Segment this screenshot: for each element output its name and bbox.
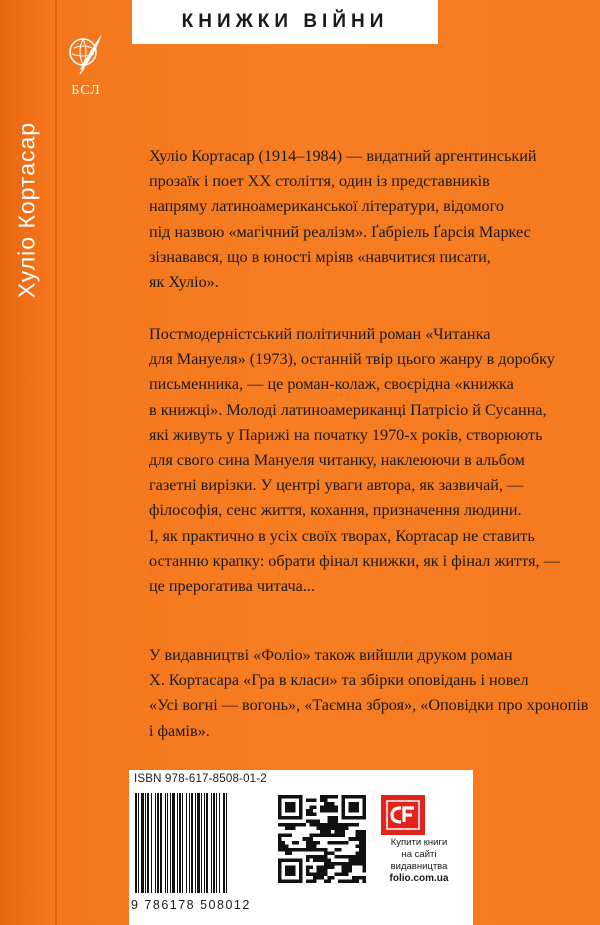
buy-line-1: Купити книги — [390, 837, 448, 848]
buy-info — [372, 837, 466, 885]
description-paragraph-2 — [149, 322, 569, 599]
text-line: письменника, — це роман-колаж, своєрідна «книжка — [149, 375, 514, 394]
buy-line-3: видавництва — [390, 861, 448, 872]
spine-divider — [55, 0, 57, 925]
barcode-icon — [133, 793, 273, 893]
text-line: зізнавався, що в юності мріяв «навчитися писати, — [149, 247, 491, 266]
text-line: Постмодерністський політичний роман «Читанка — [149, 325, 491, 343]
text-line: І, як практично в усіх своїх творах, Кортасар не ставить — [149, 526, 535, 545]
text-line: газетні вирізки. У центрі уваги автора, як зазвичай, — — [149, 476, 524, 495]
text-line: «Усі вогні — вогонь», «Таємна зброя», «Оповідки про хронопів — [149, 696, 589, 715]
text-line: Х. Кортасара «Гра в класи» та збірки оповідань і новел — [149, 671, 529, 690]
folio-site-link[interactable]: folio.com.ua — [389, 873, 449, 884]
spine-author-text: Хуліо Кортасар — [13, 121, 40, 299]
qr-code-icon[interactable] — [278, 795, 366, 883]
folio-logo-icon — [381, 795, 425, 835]
text-line: Хуліо Кортасар (1914–1984) — видатний аргентинський — [149, 147, 537, 165]
text-line: в книжці». Молоді латиноамериканці Патрісіо й Сусанна, — [149, 400, 547, 419]
text-line: які живуть у Парижі на початку 1970-х років, створюють — [149, 425, 543, 444]
text-line: У видавництві «Фоліо» також вийшли друком роман — [149, 646, 513, 664]
text-line: прозаїк і поет XX століття, один із представників — [149, 172, 490, 191]
series-title: КНИЖКИ ВІЙНИ — [181, 11, 389, 32]
publisher-logo-text: БСЛ — [71, 83, 101, 98]
description-paragraph-3 — [149, 643, 589, 744]
spine-author — [0, 110, 55, 310]
text-line: напряму латиноамериканської літератури, відомого — [149, 197, 504, 216]
text-line: під назвою «магічний реалізм». Ґабріель Ґарсія Маркес — [149, 222, 531, 241]
buy-line-2: на сайті — [401, 849, 437, 860]
text-line: як Хуліо». — [149, 273, 219, 292]
barcode-number: 9 786178 508012 — [131, 898, 251, 912]
description-paragraph-1 — [149, 144, 569, 295]
text-line: для свого сина Мануеля читанку, наклеюючи в альбом — [149, 451, 525, 470]
publisher-logo-icon — [66, 30, 104, 80]
text-line: для Мануеля» (1973), останній твір цього жанру в доробку — [149, 350, 555, 369]
isbn-text: ISBN 978-617-8508-01-2 — [134, 773, 267, 785]
series-banner — [132, 0, 438, 44]
text-line: філософія, сенс життя, кохання, призначення людини. — [149, 501, 522, 520]
text-line: і фамів». — [149, 721, 210, 740]
text-line: це прерогатива читача... — [149, 577, 315, 596]
text-line: останню крапку: обрати фінал книжки, як і фінал життя, — — [149, 551, 560, 570]
